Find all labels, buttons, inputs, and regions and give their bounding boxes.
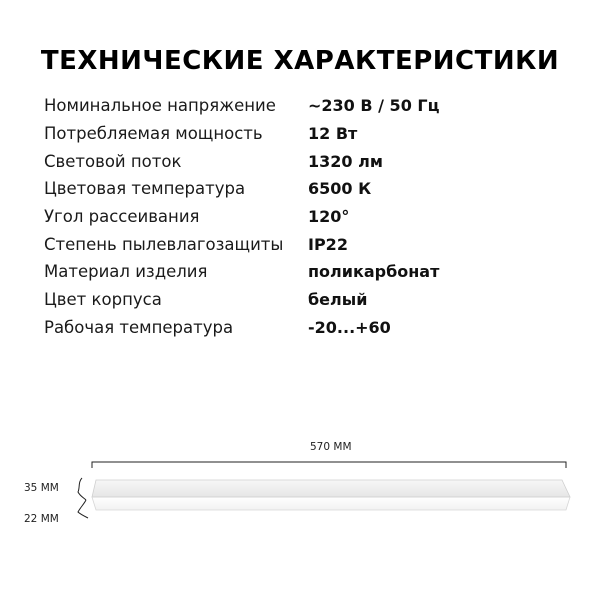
spec-label: Рабочая температура	[44, 317, 234, 337]
page-title: ТЕХНИЧЕСКИЕ ХАРАКТЕРИСТИКИ	[40, 46, 560, 76]
spec-value: поликарбонат	[308, 262, 440, 282]
width-label: 22 ММ	[24, 513, 59, 525]
spec-label: Световой поток	[44, 151, 182, 171]
spec-label: Материал изделия	[44, 262, 208, 282]
spec-label: Цветовая температура	[44, 179, 246, 199]
spec-label: Угол рассеивания	[44, 207, 200, 227]
height-label: 35 ММ	[24, 482, 59, 494]
spec-label: Цвет корпуса	[44, 290, 162, 310]
length-label: 570 ММ	[310, 441, 352, 453]
spec-value: белый	[308, 290, 368, 310]
spec-value: ~230 В / 50 Гц	[308, 96, 440, 116]
spec-value: 1320 лм	[308, 151, 383, 171]
length-dimension-line	[92, 462, 566, 468]
width-dimension-line	[78, 500, 88, 518]
spec-value: 120°	[308, 207, 350, 227]
spec-value: -20...+60	[308, 317, 391, 337]
spec-value: IP22	[308, 234, 348, 254]
spec-label: Номинальное напряжение	[44, 96, 276, 116]
spec-label: Степень пылевлагозащиты	[44, 234, 284, 254]
lamp-top-face	[92, 480, 570, 497]
spec-value: 6500 К	[308, 179, 372, 199]
height-dimension-line	[78, 478, 86, 500]
spec-label: Потребляемая мощность	[44, 124, 263, 144]
spec-value: 12 Вт	[308, 124, 358, 144]
lamp-diffuser	[92, 497, 570, 510]
